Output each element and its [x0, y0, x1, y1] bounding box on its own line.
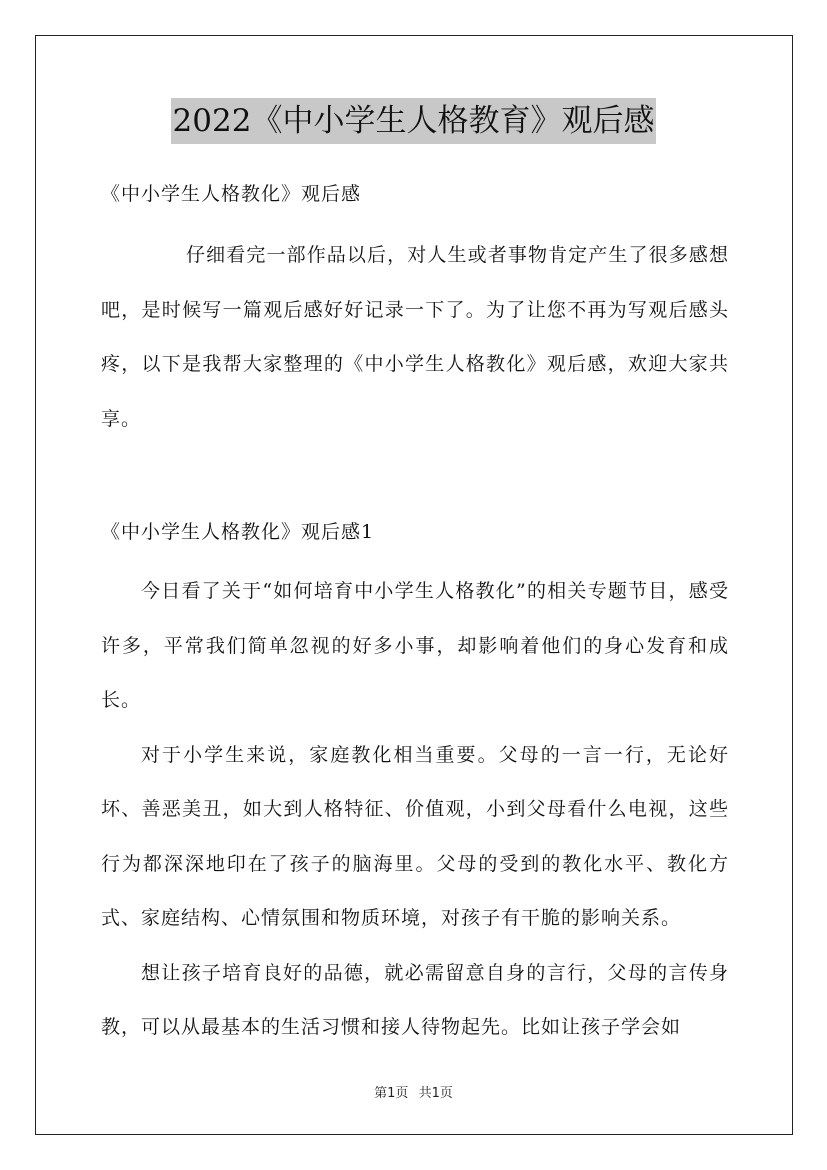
section-heading: 《中小学生人格教化》观后感1: [101, 521, 375, 543]
document-title: 2022《中小学生人格教育》观后感: [171, 98, 657, 144]
subtitle: 《中小学生人格教化》观后感: [101, 183, 362, 205]
page-total: 共1页: [418, 1086, 453, 1101]
page-number: 第1页: [374, 1086, 409, 1101]
page-footer: [0, 1082, 827, 1101]
document-body: [101, 178, 729, 1055]
body-paragraph-1: 今日看了关于“如何培育中小学生人格教化”的相关专题节目，感受许多，平常我们简单忽视的好多小事，却影响着他们的身心发育和成长。: [101, 580, 729, 711]
body-paragraph-3: 想让孩子培育良好的品德，就必需留意自身的言行，父母的言传身教，可以从最基本的生活习惯和接人待物起先。比如让孩子学会如: [101, 961, 729, 1038]
title-container: [0, 98, 827, 144]
intro-paragraph: 仔细看完一部作品以后，对人生或者事物肯定产生了很多感想吧，是时候写一篇观后感好好记录一下了。为了让您不再为写观后感头疼，以下是我帮大家整理的《中小学生人格教化》观后感，欢迎大家共享。: [101, 244, 729, 430]
body-paragraph-2: 对于小学生来说，家庭教化相当重要。父母的一言一行，无论好坏、善恶美丑，如大到人格特征、价值观，小到父母看什么电视，这些行为都深深地印在了孩子的脑海里。父母的受到的教化水平、教化方式、家庭结构、心情氛围和物质环境，对孩子有干脆的影响关系。: [101, 743, 729, 929]
